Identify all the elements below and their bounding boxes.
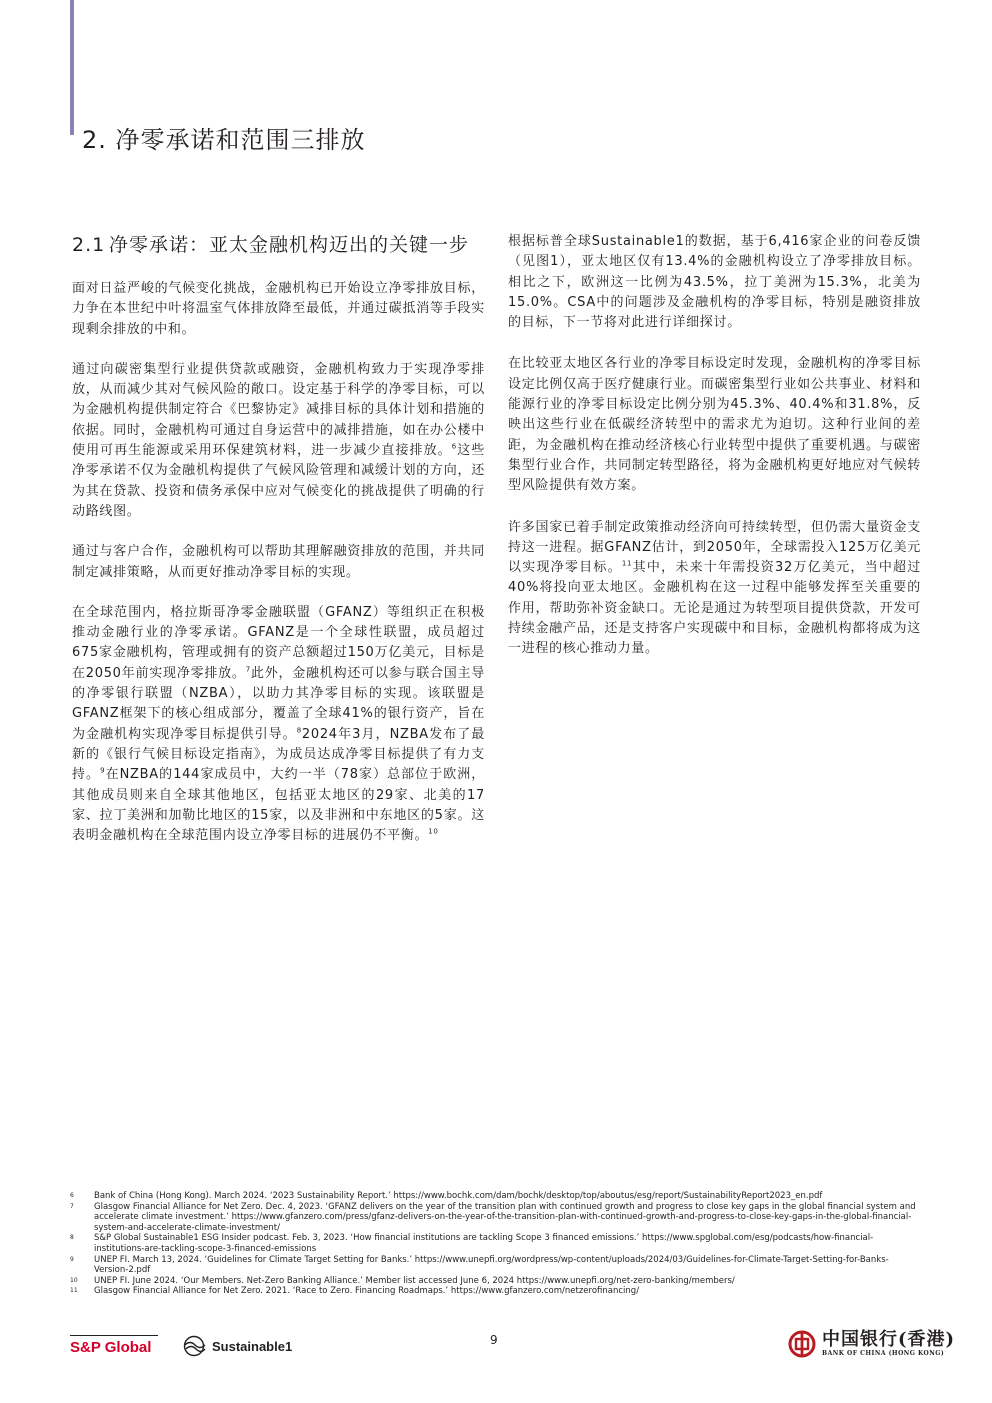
right-column xyxy=(508,232,921,681)
bank-of-china-logo xyxy=(788,1330,955,1358)
footnote-ref: 7 xyxy=(245,665,251,674)
paragraph: 面对日益严峻的气候变化挑战，金融机构已开始设立净零排放目标，力争在本世纪中叶将温室气体排放降至最低，并通过碳抵消等手段实现剩余排放的中和。 xyxy=(72,281,485,337)
bank-of-china-emblem-icon xyxy=(788,1330,816,1358)
bank-of-china-en-name: BANK OF CHINA (HONG KONG) xyxy=(822,1350,945,1357)
footnotes xyxy=(70,1191,922,1297)
subsection-number: 2.1 xyxy=(72,234,106,256)
sustainable1-wordmark: Sustainable1 xyxy=(212,1338,293,1354)
sustainable1-icon xyxy=(183,1335,207,1357)
paragraph: 在比较亚太地区各行业的净零目标设定时发现，金融机构的净零目标设定比例仅高于医疗健康行业。而碳密集型行业如公共事业、材料和能源行业的净零目标设定比例分别为45.3%、40.4%和31.8%，反映出这些行业在低碳经济转型中的需求尤为迫切。这种行业间的差距，为金融机构在推动经济核心行业转型中提供了重要机遇。与碳密集型行业合作，共同制定转型路径，将为金融机构更好地应对气候转型风险提供有效方案。 xyxy=(508,356,921,494)
footnote: 7 Glasgow Financial Alliance for Net Zero. Dec. 4, 2023. ‘GFANZ delivers on the year of the transition plan with continued growth and progress to close key gaps in the global financial system and accelerate climate investment.’ https://www.gfanzero.com/press/gfanz-delivers-on-the-year-of-the-transition-plan-with-continued-growth-and-progress-to-close-key-gaps-in-the-global-financial-system-and-accelerate-climate-investment/ xyxy=(70,1202,922,1234)
subsection-title: 净零承诺：亚太金融机构迈出的关键一步 xyxy=(109,234,470,256)
footnote-ref: 9 xyxy=(100,766,106,775)
footnote-ref: 10 xyxy=(428,827,439,836)
paragraph: 许多国家已着手制定政策推动经济向可持续转型，但仍需大量资金支持这一进程。据GFANZ估计，到2050年，全球需投入125万亿美元以实现净零目标。$^{11}$其中，未来十年需投资32万亿美元，当中超过40%将投向亚太地区。金融机构在这一过程中能够发挥至关重要的作用，帮助弥补资金缺口。无论是通过为转型项目提供贷款，开发可持续金融产品，还是支持客户实现碳中和目标，金融机构都将成为这一进程的核心推动力量。 xyxy=(508,519,921,657)
sp-global-logo: S&P Global xyxy=(70,1339,152,1356)
paragraph: 通过向碳密集型行业提供贷款或融资，金融机构致力于实现净零排放，从而减少其对气候风险的敞口。设定基于科学的净零目标，可以为金融机构提供制定符合《巴黎协定》减排目标的具体计划和措施的依据。同时，金融机构可通过自身运营中的减排措施，如在办公楼中使用可再生能源或采用环保建筑材料，进一步减少直接排放。$^6$这些净零承诺不仅为金融机构提供了气候风险管理和减缓计划的方向，还为其在贷款、投资和债务承保中应对气候变化的挑战提供了明确的行动路线图。 xyxy=(72,361,486,519)
footnote: 6 Bank of China (Hong Kong). March 2024. ‘2023 Sustainability Report.’ https://www.bochk.com/dam/bochk/desktop/top/aboutus/esg/report/SustainabilityReport2023_en.pdf xyxy=(70,1191,922,1202)
subsection-heading xyxy=(72,232,485,258)
paragraph: 在全球范围内，格拉斯哥净零金融联盟（GFANZ）等组织正在积极推动金融行业的净零承诺。GFANZ是一个全球性联盟，成员超过675家金融机构，管理或拥有的资产总额超过150万亿美元，目标是在2050年前实现净零排放。$^7$此外，金融机构还可以参与联合国主导的净零银行联盟（NZBA），以助力其净零目标的实现。该联盟是GFANZ框架下的核心组成部分，覆盖了全球41%的银行资产，旨在为金融机构实现净零目标提供引导。$^8$2024年3月，NZBA发布了最新的《银行气候目标设定指南》，为成员达成净零目标提供了有力支持。$^9$在NZBA的144家成员中，大约一半（78家）总部位于欧洲，其他成员则来自全球其他地区，包括亚太地区的29家、北美的17家、拉丁美洲和加勒比地区的15家，以及非洲和中东地区的5家。这表明金融机构在全球范围内设立净零目标的进展仍不平衡。$^{10}$ xyxy=(72,604,486,844)
footnote-text: Glasgow Financial Alliance for Net Zero. 2021. ‘Race to Zero. Financing Roadmaps.’ https://www.gfanzero.com/netzerofinancing/ xyxy=(94,1286,640,1297)
footnote-text: S&P Global Sustainable1 ESG Insider podcast. Feb. 3, 2023. ‘How financial institutions are tackling Scope 3 financed emissions.’ https://www.spglobal.com/esg/podcasts/how-financial-institutions-are-tackling-scope-3-financed-emissions xyxy=(94,1233,874,1254)
footnote-text: Glasgow Financial Alliance for Net Zero. Dec. 4, 2023. ‘GFANZ delivers on the year of the transition plan with continued growth and progress to close key gaps in the global financial system and accelerate climate investment.’ https://www.gfanzero.com/press/gfanz-delivers-on-the-year-of-the-transition-plan-with-continued-growth-and-progress-to-close-key-gaps-in-the-global-financial-system-and-accelerate-climate-investment/ xyxy=(94,1201,916,1233)
sustainable1-logo xyxy=(183,1335,292,1357)
paragraph: 通过与客户合作，金融机构可以帮助其理解融资排放的范围，并共同制定减排策略，从而更好推动净零目标的实现。 xyxy=(72,544,485,580)
footnote: 8 S&P Global Sustainable1 ESG Insider podcast. Feb. 3, 2023. ‘How financial institutions are tackling Scope 3 financed emissions.’ https://www.spglobal.com/esg/podcasts/how-financial-institutions-are-tackling-scope-3-financed-emissions xyxy=(70,1233,922,1254)
footnote-ref: 11 xyxy=(621,559,633,568)
page-number: 9 xyxy=(490,1333,498,1347)
footnote-text: UNEP FI. June 2024. ‘Our Members. Net-Zero Banking Alliance.’ Member list accessed June 6, 2024 https://www.unepfi.org/net-zero-banking/members/ xyxy=(94,1275,735,1286)
footnote-ref: 6 xyxy=(451,442,457,451)
footnote: 11 Glasgow Financial Alliance for Net Zero. 2021. ‘Race to Zero. Financing Roadmaps.’ https://www.gfanzero.com/netzerofinancing/ xyxy=(70,1286,922,1297)
footnote: 9 UNEP FI. March 13, 2024. ‘Guidelines for Climate Target Setting for Banks.’ https://www.unepfi.org/wordpress/wp-content/uploads/2024/03/Guidelines-for-Climate-Target-Setting-for-Banks-Version-2.pdf xyxy=(70,1255,922,1276)
footnote: 10 UNEP FI. June 2024. ‘Our Members. Net-Zero Banking Alliance.’ Member list accessed June 6, 2024 https://www.unepfi.org/net-zero-banking/members/ xyxy=(70,1276,922,1287)
section-accent-bar xyxy=(70,0,74,135)
bank-of-china-cn-name: 中国银行(香港) xyxy=(822,1329,956,1350)
sp-logo-rule xyxy=(70,1335,158,1336)
footnote-text: UNEP FI. March 13, 2024. ‘Guidelines for Climate Target Setting for Banks.’ https://www.unepfi.org/wordpress/wp-content/uploads/2024/03/Guidelines-for-Climate-Target-Setting-for-Banks-Version-2.pdf xyxy=(94,1254,889,1276)
section-title: 2. 净零承诺和范围三排放 xyxy=(82,126,366,155)
left-column xyxy=(72,232,485,866)
footnote-ref: 8 xyxy=(296,726,302,735)
paragraph: 根据标普全球Sustainable1的数据，基于6,416家企业的问卷反馈（见图1），亚太地区仅有13.4%的金融机构设立了净零排放目标。相比之下，欧洲这一比例为43.5%，拉丁美洲为15.3%，北美为15.0%。CSA中的问题涉及金融机构的净零目标，特别是融资排放的目标，下一节将对此进行详细探讨。 xyxy=(508,234,921,331)
footnote-text: Bank of China (Hong Kong). March 2024. ‘2023 Sustainability Report.’ https://www.bochk.com/dam/bochk/desktop/top/aboutus/esg/report/SustainabilityReport2023_en.pdf xyxy=(94,1191,823,1201)
